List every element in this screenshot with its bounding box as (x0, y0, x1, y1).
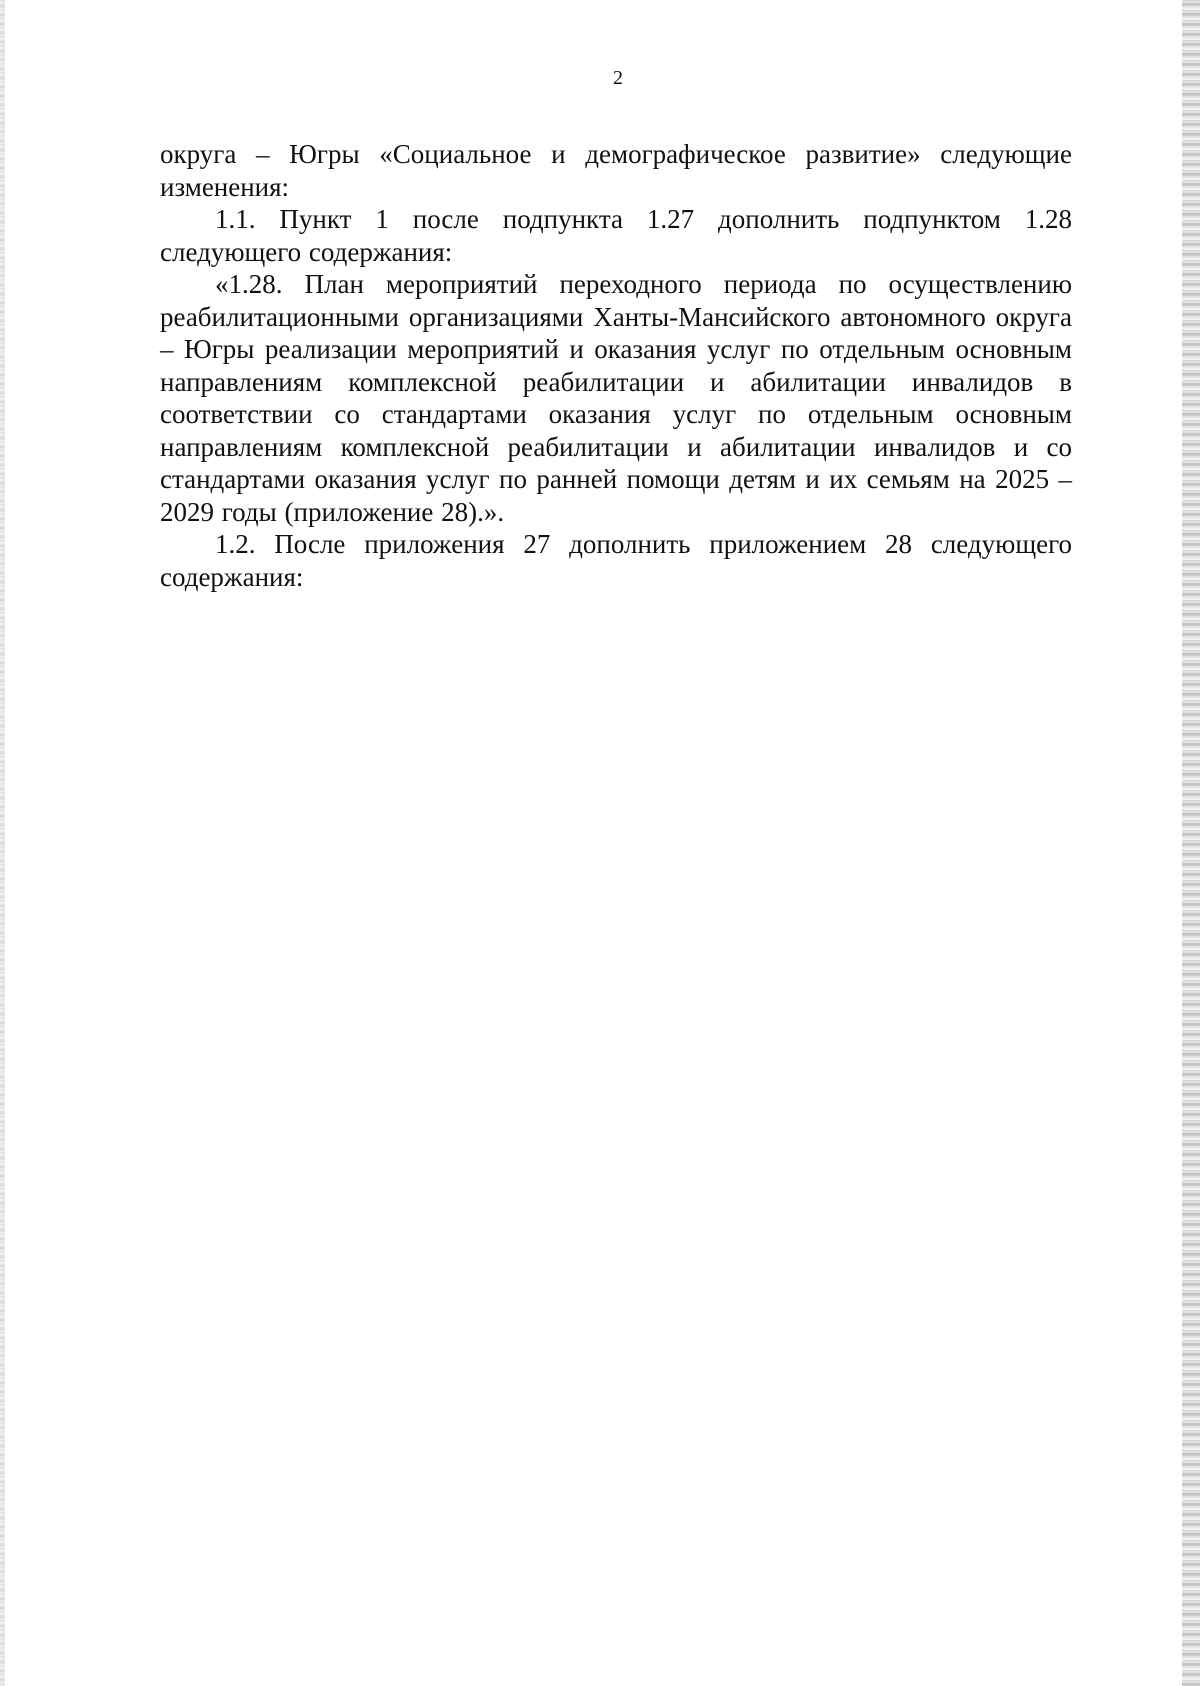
paragraph-intro: округа – Югры «Социальное и демографическое развитие» следующие изменения: (160, 139, 1072, 202)
paragraph-1-1: 1.1. Пункт 1 после подпункта 1.27 дополнить подпунктом 1.28 следующего содержания: (160, 204, 1072, 267)
scan-edge-left (0, 0, 5, 1686)
page-number: 2 (613, 67, 623, 89)
paragraph-1-2: 1.2. После приложения 27 дополнить приложением 28 следующего содержания: (160, 529, 1072, 592)
document-body (160, 138, 1072, 593)
scan-edge-right (1182, 0, 1200, 1686)
paragraph-1-28: «1.28. План мероприятий переходного периода по осуществлению реабилитационными организациями Ханты-Мансийского автономного округа – Югры реализации мероприятий и оказания услуг по отдельным основным направлениям комплексной реабилитации и абилитации инвалидов в соответствии со стандартами оказания услуг по отдельным основным направлениям комплексной реабилитации и абилитации инвалидов и со стандартами оказания услуг по ранней помощи детям и их семьям на 2025 – 2029 годы (приложение 28).». (160, 269, 1072, 527)
